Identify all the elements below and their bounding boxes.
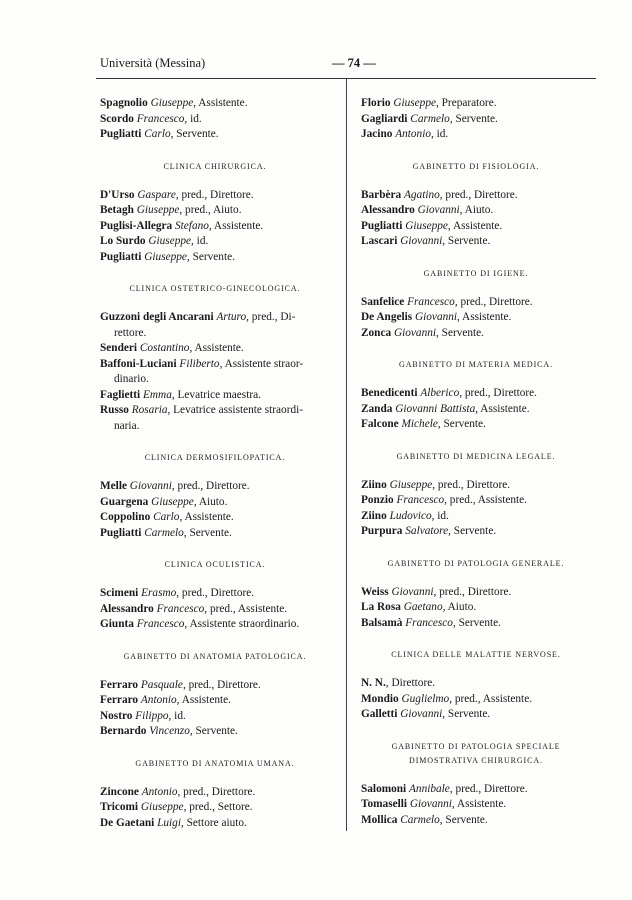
staff-role: , pred., Direttore.	[433, 585, 512, 598]
staff-surname: Zanda	[361, 402, 393, 415]
staff-role: , Assistente.	[189, 342, 244, 354]
staff-role: , id.	[191, 235, 209, 247]
staff-role: , Servente.	[449, 112, 498, 125]
staff-surname: Ponzio	[361, 494, 394, 506]
staff-surname: Pugliatti	[100, 526, 142, 539]
section-heading: GABINETTO DI IGIENE.	[423, 268, 529, 278]
staff-surname: Pugliatti	[361, 219, 403, 232]
staff-role: , Aiuto.	[193, 495, 228, 508]
staff-given-name: Antonio	[140, 694, 177, 706]
staff-entry	[100, 188, 330, 204]
staff-surname: Senderi	[100, 342, 138, 354]
staff-role: , pred., Assistente.	[204, 602, 288, 615]
staff-entry	[100, 388, 330, 404]
staff-given-name: Salvatore	[405, 525, 449, 537]
staff-entry	[100, 709, 330, 725]
staff-given-name: Guglielmo	[401, 692, 450, 705]
staff-surname: La Rosa	[361, 601, 401, 613]
staff-entry	[361, 112, 591, 128]
staff-role: , id.	[184, 112, 202, 125]
staff-surname: D'Urso	[100, 188, 135, 201]
staff-role: , pred., Direttore.	[439, 188, 518, 201]
staff-role: , pred., Aiuto.	[179, 204, 242, 216]
staff-entry	[361, 234, 591, 250]
staff-entry	[361, 585, 591, 601]
staff-role: , id.	[431, 128, 449, 140]
staff-given-name: Giuseppe	[144, 250, 187, 263]
staff-surname: Sanfelice	[361, 295, 405, 308]
staff-surname: Puglisi-Allegra	[100, 219, 173, 232]
staff-role: , Direttore.	[385, 677, 436, 689]
column-divider	[346, 79, 347, 831]
staff-given-name: Emma	[142, 388, 172, 401]
staff-role: , Levatrice assistente straordi-	[167, 404, 304, 416]
staff-surname: Lo Surdo	[100, 235, 146, 247]
staff-role: , Aiuto.	[459, 204, 494, 216]
staff-entry	[100, 96, 330, 112]
section-heading: GABINETTO DI MEDICINA LEGALE.	[396, 451, 556, 461]
staff-given-name: Agatino	[404, 188, 440, 201]
staff-surname: Coppolino	[100, 511, 151, 523]
staff-surname: Salomoni	[361, 782, 407, 795]
staff-entry	[361, 616, 591, 632]
staff-role: , pred., Direttore.	[175, 188, 254, 201]
staff-entry	[361, 219, 591, 235]
staff-given-name: Giuseppe	[140, 801, 184, 813]
staff-surname: Melle	[100, 480, 127, 492]
staff-given-name: Carlo	[153, 511, 180, 523]
staff-entry	[361, 797, 591, 813]
staff-entry	[361, 417, 591, 433]
staff-role: , pred., Direttore.	[454, 295, 533, 308]
staff-entry	[361, 676, 591, 692]
staff-entry	[361, 782, 591, 798]
staff-role: , Assistente.	[208, 219, 264, 232]
staff-given-name: Giuseppe	[136, 204, 180, 216]
staff-surname: Spagnolio	[100, 97, 148, 109]
section-heading: GABINETTO DI PATOLOGIA GENERALE.	[387, 558, 565, 568]
staff-surname: Zincone	[100, 785, 139, 798]
staff-surname: Guargena	[100, 495, 149, 508]
staff-entry	[100, 495, 330, 511]
staff-role: , Servente.	[437, 418, 486, 430]
staff-surname: Benedicenti	[361, 387, 418, 399]
staff-given-name: Giovanni	[417, 204, 460, 216]
staff-role: , Assistente.	[447, 219, 503, 232]
staff-entry	[100, 602, 330, 618]
staff-entry	[100, 250, 330, 266]
staff-entry	[100, 219, 330, 235]
staff-surname: Ziino	[361, 509, 387, 522]
staff-surname: Guzzoni degli Ancarani	[100, 311, 214, 323]
staff-role: , Assistente.	[475, 402, 530, 415]
staff-role: , Assistente.	[179, 511, 234, 523]
section-heading: GABINETTO DI ANATOMIA PATOLOGICA.	[123, 651, 307, 661]
staff-given-name: Giovanni	[129, 480, 172, 492]
staff-role: , Levatrice maestra.	[171, 388, 261, 401]
staff-role: , pred., Assistente.	[444, 494, 527, 506]
section-heading: GABINETTO DI FISIOLOGIA.	[412, 161, 540, 171]
section-heading: CLINICA DERMOSIFILOPATICA.	[144, 453, 286, 462]
staff-surname: Jacino	[361, 128, 393, 140]
staff-entry	[361, 813, 591, 829]
staff-given-name: Francesco	[407, 295, 455, 308]
staff-entry	[100, 403, 330, 419]
staff-role: , pred., Direttore.	[182, 678, 261, 691]
staff-entry	[100, 341, 330, 357]
section-heading: GABINETTO DI PATOLOGIA SPECIALE	[391, 741, 561, 751]
staff-entry	[100, 693, 330, 709]
staff-entry	[100, 310, 330, 326]
staff-surname: Barbèra	[361, 188, 402, 201]
staff-given-name: Pasquale	[140, 678, 183, 691]
staff-role: , pred., Di-	[246, 311, 296, 323]
staff-entry	[100, 617, 330, 633]
staff-surname: Baffoni-Luciani	[100, 357, 177, 370]
staff-given-name: Filippo	[135, 709, 169, 722]
staff-surname: Bernardo	[100, 725, 147, 737]
staff-entry	[100, 678, 330, 694]
staff-entry	[361, 600, 591, 616]
staff-surname: Lascari	[361, 235, 398, 247]
staff-surname: N. N.	[361, 677, 386, 689]
staff-role: , pred., Direttore.	[449, 782, 528, 795]
staff-surname: Ferraro	[100, 678, 139, 691]
staff-entry	[100, 203, 330, 219]
staff-role: , Aiuto.	[442, 601, 477, 613]
staff-entry	[100, 127, 330, 143]
staff-surname: De Gaetani	[100, 816, 155, 829]
staff-entry	[361, 386, 591, 402]
staff-surname: Betagh	[100, 204, 134, 216]
staff-entry	[361, 127, 591, 143]
staff-role: , Servente.	[439, 813, 488, 826]
staff-entry	[361, 295, 591, 311]
running-title: Università (Messina)	[100, 56, 206, 70]
staff-role: , Preparatore.	[436, 97, 497, 109]
staff-entry-continuation: rettore.	[114, 326, 147, 339]
staff-entry	[361, 326, 591, 342]
staff-entry	[100, 112, 330, 128]
staff-entry	[100, 234, 330, 250]
staff-role: , Assistente.	[176, 694, 231, 706]
staff-given-name: Francesco	[136, 112, 185, 125]
staff-given-name: Giovanni Battista	[395, 402, 476, 415]
page-number: — 74 —	[332, 56, 376, 70]
staff-role: , pred., Direttore.	[177, 785, 256, 798]
section-heading: DIMOSTRATIVA CHIRURGICA.	[409, 755, 543, 765]
staff-entry	[100, 800, 330, 816]
staff-role: , pred., Assistente.	[449, 692, 533, 705]
staff-surname: Purpura	[361, 525, 403, 537]
staff-given-name: Giuseppe	[151, 495, 194, 508]
staff-given-name: Luigi	[157, 816, 181, 829]
staff-surname: Tricomi	[100, 801, 139, 813]
staff-given-name: Giovanni	[391, 585, 434, 598]
staff-surname: Scimeni	[100, 587, 139, 599]
staff-given-name: Francesco	[156, 602, 205, 615]
staff-given-name: Giovanni	[414, 311, 458, 323]
staff-role: , pred., Direttore.	[432, 478, 511, 491]
staff-role: , Settore aiuto.	[180, 816, 247, 829]
staff-surname: De Angelis	[361, 311, 413, 323]
staff-role: , pred., Direttore.	[459, 387, 538, 399]
staff-role: , Assistente.	[451, 798, 507, 810]
staff-surname: Zonca	[361, 326, 392, 339]
staff-entry-continuation: naria.	[114, 419, 140, 432]
staff-entry	[361, 493, 591, 509]
staff-given-name: Gaetano	[403, 601, 443, 613]
staff-surname: Scordo	[100, 112, 134, 125]
staff-given-name: Carmelo	[144, 526, 184, 539]
staff-surname: Giunta	[100, 618, 134, 630]
staff-role: , Servente.	[170, 128, 219, 140]
staff-given-name: Giuseppe	[393, 97, 436, 109]
staff-entry	[100, 586, 330, 602]
staff-given-name: Carmelo	[400, 813, 440, 826]
section-heading: CLINICA OSTETRICO-GINECOLOGICA.	[129, 284, 301, 293]
staff-given-name: Michele	[401, 418, 438, 430]
staff-entry	[361, 203, 591, 219]
left-column	[100, 96, 330, 831]
staff-given-name: Annibale	[409, 782, 450, 795]
staff-role: , Servente.	[442, 235, 491, 247]
staff-surname: Ziino	[361, 478, 387, 491]
staff-surname: Weiss	[361, 585, 389, 598]
staff-role: , pred., Direttore.	[171, 480, 250, 492]
staff-entry	[100, 510, 330, 526]
staff-surname: Falcone	[361, 418, 399, 430]
section-heading: CLINICA CHIRURGICA.	[163, 161, 267, 171]
staff-surname: Florio	[361, 97, 391, 109]
staff-entry	[100, 785, 330, 801]
staff-surname: Pugliatti	[100, 128, 142, 140]
staff-role: , Assistente.	[193, 97, 248, 109]
staff-given-name: Giovanni	[409, 798, 452, 810]
staff-surname: Mondio	[361, 692, 399, 705]
staff-surname: Alessandro	[361, 204, 415, 216]
staff-entry	[361, 692, 591, 708]
staff-entry	[361, 524, 591, 540]
staff-entry	[100, 479, 330, 495]
staff-entry-continuation: dinario.	[114, 373, 149, 385]
staff-surname: Galletti	[361, 708, 398, 720]
staff-surname: Russo	[100, 404, 129, 416]
page-header	[100, 56, 592, 74]
staff-role: , id.	[431, 509, 449, 522]
section-heading: CLINICA DELLE MALATTIE NERVOSE.	[391, 650, 561, 659]
staff-entry	[361, 188, 591, 204]
staff-given-name: Carlo	[144, 128, 171, 140]
staff-entry	[361, 96, 591, 112]
staff-role: , Servente.	[183, 526, 232, 539]
staff-entry	[100, 526, 330, 542]
staff-role: , Assistente.	[457, 311, 512, 323]
staff-entry	[361, 478, 591, 494]
staff-given-name: Alberico	[420, 387, 460, 399]
staff-given-name: Arturo	[216, 311, 247, 323]
staff-role: , id.	[168, 709, 186, 722]
staff-role: , Assistente straor-	[219, 357, 304, 370]
staff-given-name: Antonio	[141, 785, 178, 798]
staff-entry	[361, 707, 591, 723]
staff-surname: Balsamà	[361, 616, 403, 629]
staff-given-name: Francesco	[136, 618, 185, 630]
staff-given-name: Giovanni	[393, 326, 437, 339]
staff-given-name: Giovanni	[400, 235, 443, 247]
staff-given-name: Francesco	[396, 494, 445, 506]
staff-entry	[100, 724, 330, 740]
staff-entry	[100, 357, 330, 373]
staff-given-name: Giuseppe	[389, 478, 433, 491]
staff-given-name: Erasmo	[141, 587, 177, 599]
staff-role: , pred., Direttore.	[176, 587, 255, 599]
staff-surname: Faglietti	[100, 388, 141, 401]
staff-role: , Servente.	[189, 725, 238, 737]
staff-given-name: Giovanni	[400, 708, 443, 720]
staff-role: , Assistente straordinario.	[184, 618, 300, 630]
staff-surname: Gagliardi	[361, 112, 408, 125]
section-heading: CLINICA OCULISTICA.	[164, 560, 266, 569]
staff-surname: Pugliatti	[100, 250, 142, 263]
staff-given-name: Antonio	[395, 128, 431, 140]
staff-surname: Mollica	[361, 813, 398, 826]
staff-given-name: Gaspare	[137, 188, 176, 201]
staff-role: , Servente.	[448, 525, 497, 537]
staff-given-name: Carmelo	[410, 112, 450, 125]
staff-given-name: Giuseppe	[148, 235, 192, 247]
staff-given-name: Ludovico	[389, 509, 432, 522]
staff-surname: Tomaselli	[361, 798, 408, 810]
staff-role: , Servente.	[452, 616, 501, 629]
staff-surname: Alessandro	[100, 602, 154, 615]
section-heading: GABINETTO DI MATERIA MEDICA.	[399, 360, 553, 369]
staff-role: , Servente.	[442, 708, 491, 720]
staff-role: , Servente.	[436, 326, 485, 339]
staff-given-name: Giuseppe	[150, 97, 194, 109]
staff-given-name: Stefano	[175, 219, 209, 232]
staff-entry	[100, 816, 330, 832]
staff-given-name: Costantino	[139, 342, 190, 354]
staff-entry	[361, 310, 591, 326]
staff-given-name: Francesco	[405, 616, 453, 629]
section-heading: GABINETTO DI ANATOMIA UMANA.	[135, 758, 295, 768]
staff-given-name: Giuseppe	[405, 219, 448, 232]
right-column	[361, 96, 591, 828]
staff-given-name: Rosaria	[131, 404, 168, 416]
staff-given-name: Vincenzo	[149, 725, 190, 737]
staff-given-name: Filiberto	[179, 357, 220, 370]
staff-role: , Servente.	[186, 250, 235, 263]
staff-entry	[361, 402, 591, 418]
staff-surname: Nostro	[100, 709, 133, 722]
staff-role: , pred., Settore.	[183, 801, 253, 813]
staff-surname: Ferraro	[100, 694, 139, 706]
staff-entry	[361, 509, 591, 525]
